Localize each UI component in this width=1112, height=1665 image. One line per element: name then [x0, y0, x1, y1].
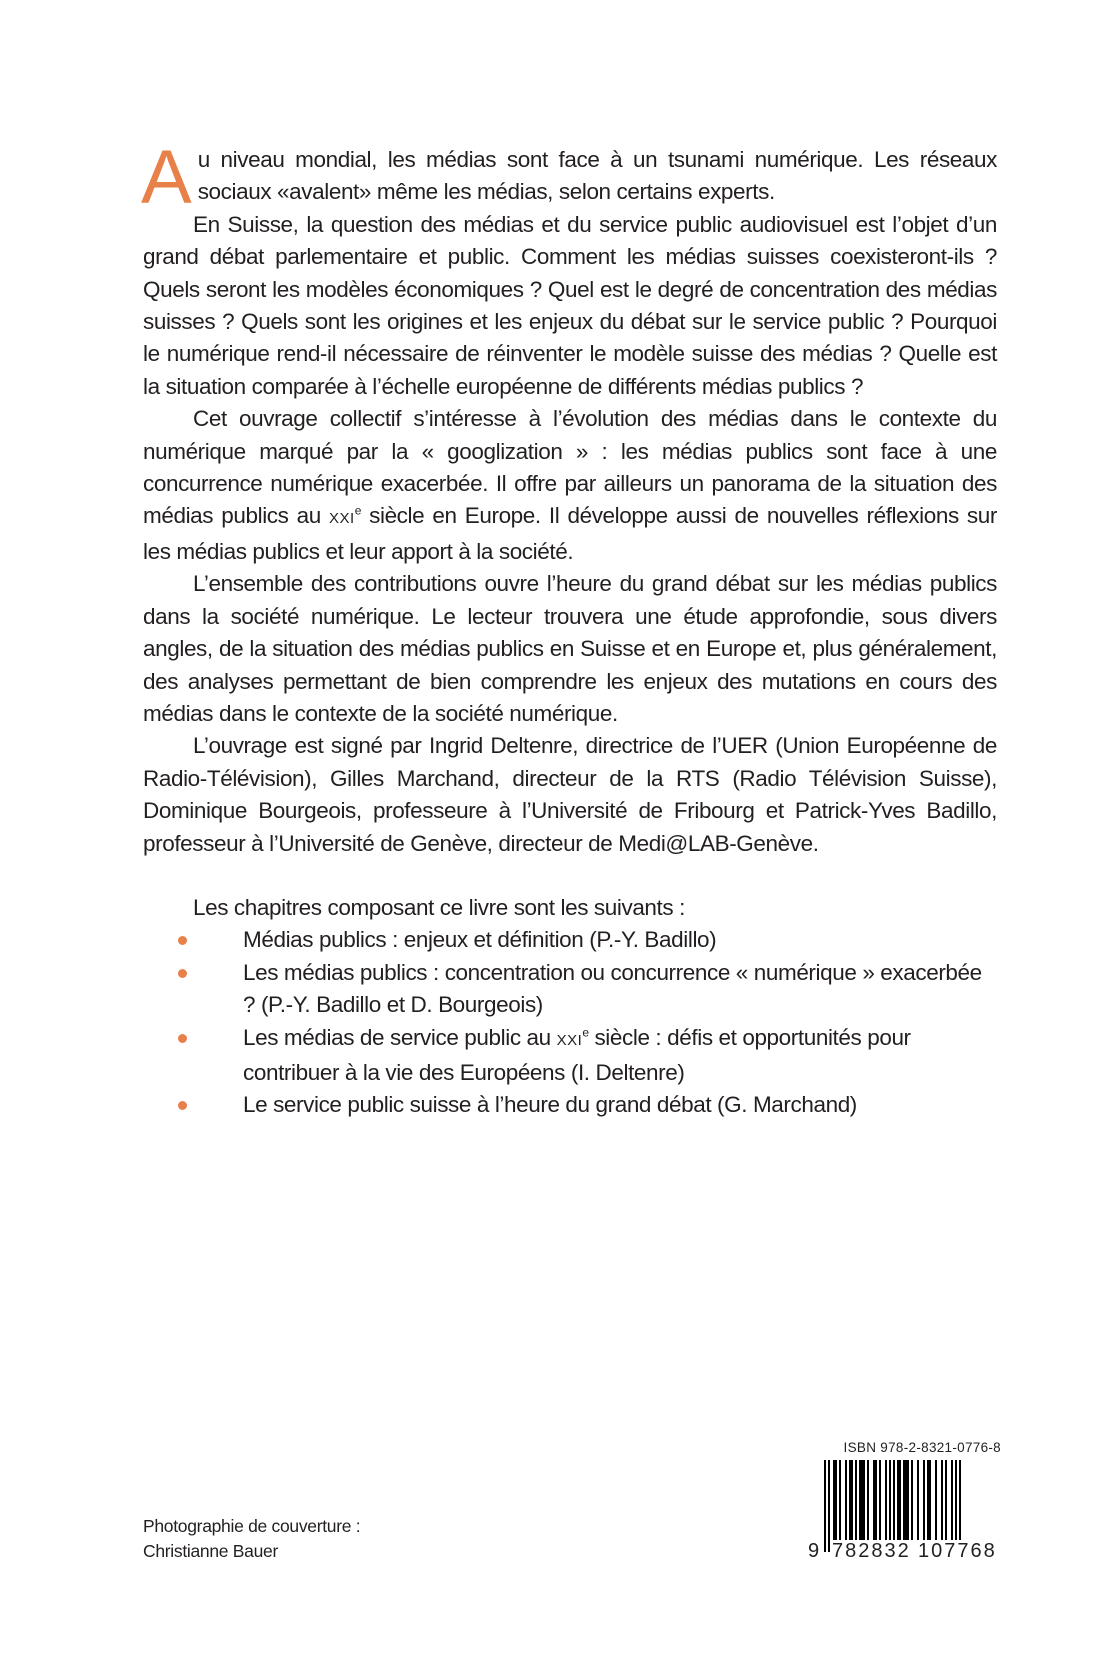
photo-credit-label: Photographie de couverture : — [143, 1516, 361, 1536]
back-cover-text — [141, 135, 997, 1122]
chapter-item: Les médias de service public au XXIe siècle : défis et opportunités pour contribuer à la vie des Européens (I. Deltenre) — [243, 1022, 997, 1090]
chapter-item: Les médias publics : concentration ou concurrence « numérique » exacerbée ? (P.-Y. Badillo et D. Bourgeois) — [243, 957, 997, 1022]
isbn-label: ISBN 978-2-8321-0776-8 — [843, 1440, 1001, 1455]
chapter-item: Le service public suisse à l’heure du grand débat (G. Marchand) — [243, 1089, 997, 1121]
photo-credit — [143, 1514, 360, 1564]
paragraph-5: L’ouvrage est signé par Ingrid Deltenre, directrice de l’UER (Union Européenne de Radio-Télévision), Gilles Marchand, directeur de la RTS (Radio Télévision Suisse), Dominique Bourgeois, professeure à l’Université de Fribourg et Patrick-Yves Badillo, professeur à l’Université de Genève, directeur de Medi@LAB-Genève. — [143, 733, 997, 856]
chapter-list-intro: Les chapitres composant ce livre sont les suivants : — [193, 894, 685, 920]
paragraph-1: Au niveau mondial, les médias sont face à un tsunami numérique. Les réseaux sociaux «avalent» même les médias, selon certains experts. — [141, 135, 997, 220]
isbn-barcode: ISBN 978-2-8321-0776-8 9 782832 107768 — [808, 1440, 1001, 1562]
bullet-icon — [178, 1034, 187, 1043]
drop-cap: A — [141, 135, 192, 220]
photo-credit-name: Christianne Bauer — [143, 1541, 278, 1561]
paragraph-3: Cet ouvrage collectif s’intéresse à l’évolution des médias dans le contexte du numérique marqué par la « googlization » : les médias publics sont face à une concurrence numérique exacerbée. Il offre par ailleurs un panorama de la situation des médias publics au XXIe siècle en Europe. Il développe aussi de nouvelles réflexions sur les médias publics et leur apport à la société. — [143, 406, 997, 564]
paragraph-2: En Suisse, la question des médias et du service public audiovisuel est l’objet d’un grand débat parlementaire et public. Comment les médias suisses coexisteront-ils ? Quels seront les modèles économiques ? Quel est le degré de concentration des médias suisses ? Quels sont les origines et les enjeux du débat sur le service public ? Pourquoi le numérique rend-il nécessaire de réinventer le modèle suisse des médias ? Quelle est la situation comparée à l’échelle européenne de différents médias publics ? — [143, 211, 997, 399]
chapter-list — [143, 892, 997, 1122]
bullet-icon — [178, 969, 187, 978]
chapter-item: Médias publics : enjeux et définition (P.-Y. Badillo) — [243, 924, 997, 956]
bullet-icon — [178, 1101, 187, 1110]
paragraph-4: L’ensemble des contributions ouvre l’heure du grand débat sur les médias publics dans la société numérique. Le lecteur trouvera une étude approfondie, sous divers angles, de la situation des médias publics en Suisse et en Europe et, plus généralement, des analyses permettant de bien comprendre les enjeux des mutations en cours des médias dans le contexte de la société numérique. — [143, 571, 997, 726]
century-numeral: XXI — [329, 510, 355, 528]
bullet-icon — [178, 936, 187, 945]
